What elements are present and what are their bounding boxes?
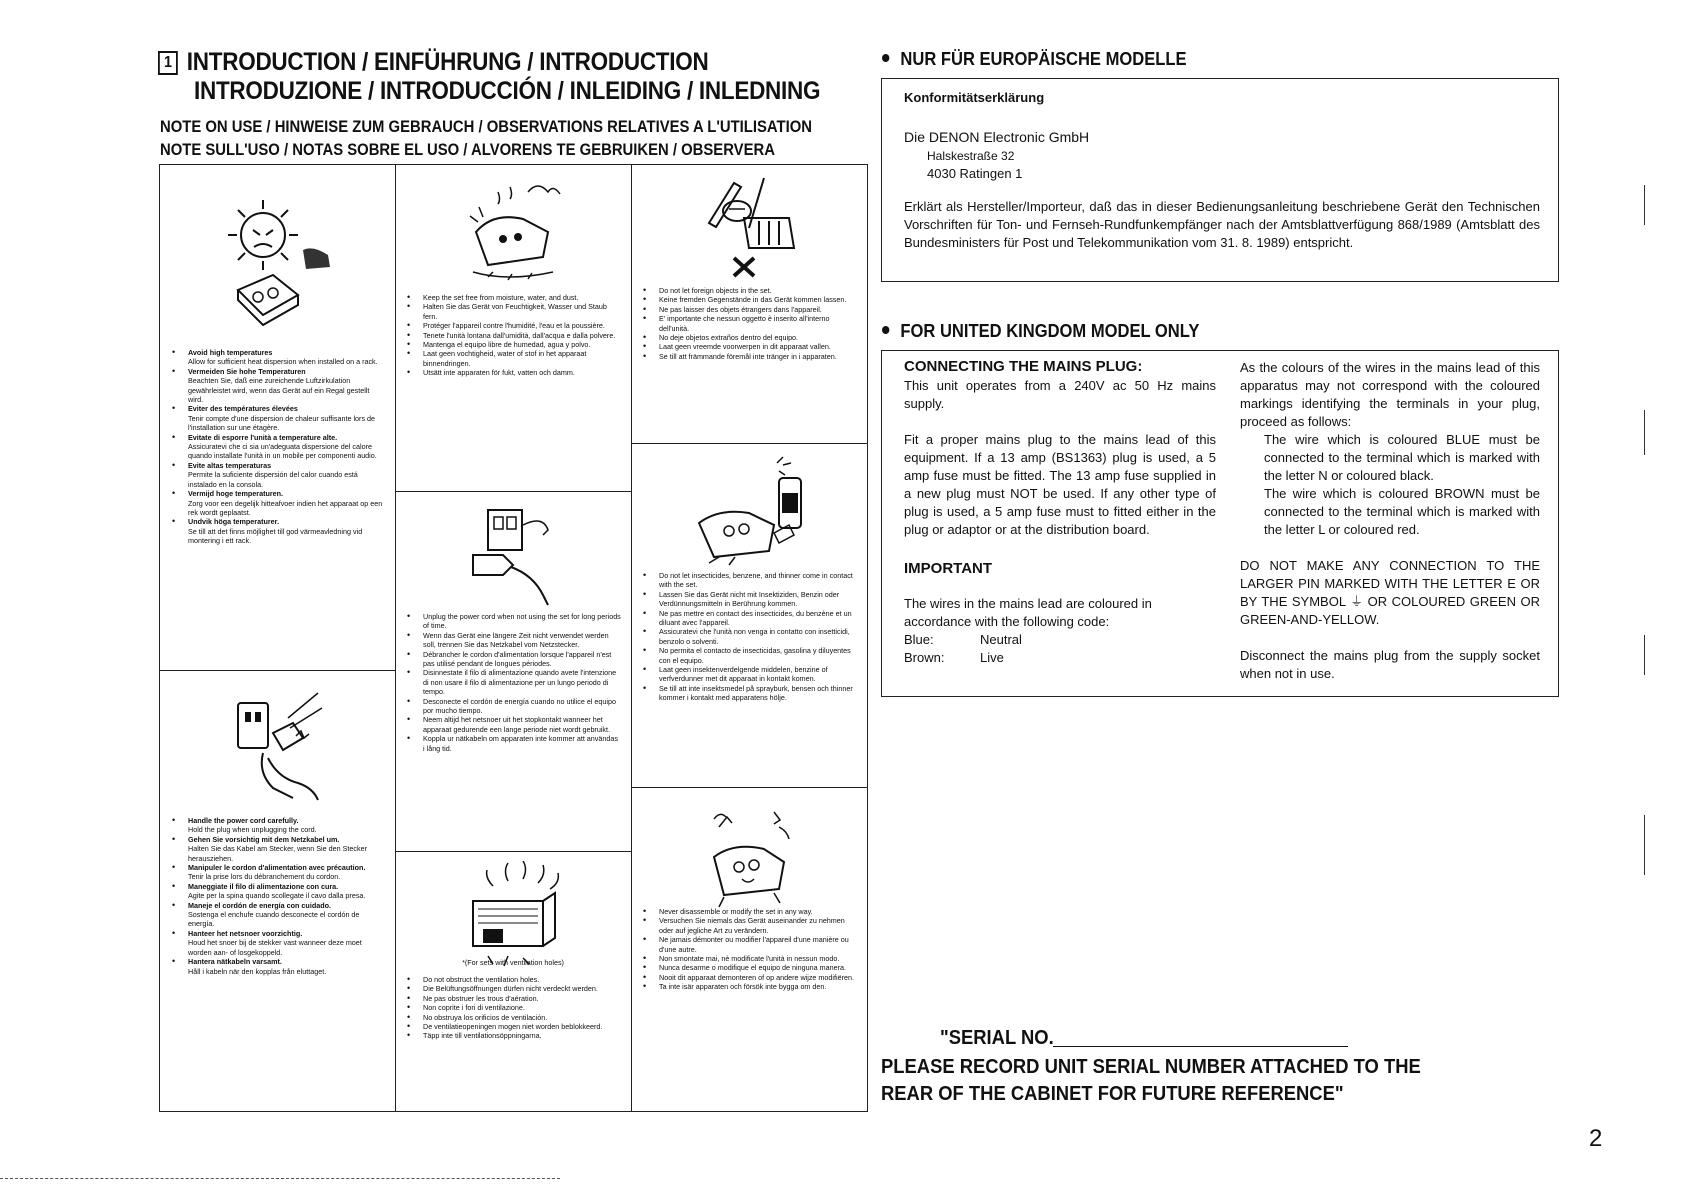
list-item: • Se till att inte insektsmedel på sprayburk, bensen och thinner kommer i kontakt med apparatens hölje. (641, 684, 857, 703)
fit-plug-text: Fit a proper mains plug to the mains lead of this equipment. If a 13 amp (BS1363) plug is used, a 5 amp fuse must be fitted. The 13 amp fuse supplied in a new plug must NOT be used. If any other type of plug is used, a 5 amp fuse must to fitted either in the plug or adaptor or at the distribution board. (904, 432, 1216, 537)
list-item: • Hantera nätkabeln varsamt. Håll i kabeln när den kopplas från eluttaget. (170, 957, 385, 976)
list-item: • No obstruya los orificios de ventilación. (405, 1013, 621, 1022)
list-item: • Débrancher le cordon d'alimentation lorsque l'appareil n'est pas utilisé pendant de longues périodes. (405, 650, 621, 669)
section-number: 1 (158, 51, 178, 75)
subheading-line2: NOTE SULL'USO / NOTAS SOBRE EL USO / ALVORENS TE GEBRUIKEN / OBSERVERA (160, 141, 775, 159)
cell-disassemble (631, 787, 867, 1111)
list-item: • Mantenga el equipo libre de humedad, agua y polvo. (405, 340, 621, 349)
list-item: • Die Belüftungsöffnungen dürfen nicht verdeckt werden. (405, 984, 621, 993)
cell-unplug (395, 491, 631, 852)
serial-label: "SERIAL NO. (940, 1027, 1054, 1049)
company-city: 4030 Ratingen 1 (927, 166, 1023, 181)
ventilation-note: *(For sets with ventilation holes) (462, 958, 564, 967)
moisture-caution-list (405, 293, 621, 378)
company-street: Halskestraße 32 (927, 149, 1015, 163)
list-item: • Evitate di esporre l'unità a temperature alte. Assicuratevi che ci sia un'adeguata dispersione del calore quando installate l'unità in un mobile per componenti audio. (170, 433, 385, 461)
foreign-objects-illustration (679, 173, 819, 283)
connecting-text: This unit operates from a 240V ac 50 Hz mains supply. (904, 378, 1216, 411)
wires-text: The wires in the mains lead are coloured in accordance with the following code: (904, 596, 1152, 629)
list-item: • Unplug the power cord when not using the set for long periods of time. (405, 612, 621, 631)
list-item: • Never disassemble or modify the set in any way. (641, 907, 857, 916)
cell-moisture (395, 165, 631, 492)
foreign-objects-caution-list (641, 286, 857, 361)
disconnect-text: Disconnect the mains plug from the supply socket when not in use. (1240, 648, 1540, 681)
scan-edge (0, 1178, 560, 1179)
list-item: • Utsätt inte apparaten för fukt, vatten och damm. (405, 368, 621, 377)
list-item: • Eviter des températures élevées Tenir compte d'une dispersion de chaleur suffisante lors de l'installation sur une étagère. (170, 404, 385, 432)
scan-mark (1644, 410, 1645, 455)
unplug-caution-list (405, 612, 621, 753)
brown-wire-row: Brown: Live (904, 650, 1004, 665)
list-item: • Ne pas laisser des objets étrangers dans l'appareil. (641, 305, 857, 314)
insecticides-caution-list (641, 571, 857, 703)
uk-left-column (904, 357, 1216, 667)
list-item: • Maneje el cordón de energía con cuidado. Sostenga el enchufe cuando desconecte el cordón de energía. (170, 901, 385, 929)
uk-right-column (1240, 359, 1540, 683)
spray-can-illustration (679, 453, 819, 578)
power-cord-caution-list (170, 816, 385, 976)
cell-heat (160, 165, 395, 671)
scan-mark (1644, 185, 1645, 225)
list-item: • Tenete l'unità lontana dall'umidità, dall'acqua e dalla polvere. (405, 331, 621, 340)
heading-line1: 1 INTRODUCTION / EINFÜHRUNG / INTRODUCTION (158, 47, 708, 77)
scan-mark (1644, 815, 1645, 875)
blue-wire-row: Blue: Neutral (904, 632, 1022, 647)
caution-column-2 (395, 165, 632, 1111)
caution-column-1 (160, 165, 396, 1111)
list-item: • Laat geen vreemde voorwerpen in dit apparaat vallen. (641, 342, 857, 351)
caution-grid (159, 164, 868, 1112)
subheading-line1: NOTE ON USE / HINWEISE ZUM GEBRAUCH / OBSERVATIONS RELATIVES A L'UTILISATION (160, 118, 813, 136)
list-item: • Ta inte isär apparaten och försök inte bygga om den. (641, 982, 857, 991)
list-item: • Vermeiden Sie hohe Temperaturen Beachten Sie, daß eine zureichende Luftzirkulation gewährleistet wird, wenn das Gerät auf ein Regal gestellt wird. (170, 367, 385, 405)
europe-declaration-box (881, 78, 1559, 282)
list-item: • Koppla ur nätkabeln om apparaten inte kommer att användas i lång tid. (405, 734, 621, 753)
earth-symbol-icon: ⏚ (1350, 594, 1364, 609)
moisture-illustration (448, 177, 578, 292)
disassemble-illustration (684, 797, 814, 912)
uk-section-title: FOR UNITED KINGDOM MODEL ONLY (882, 321, 1199, 342)
list-item: • No deje objetos extraños dentro del equipo. (641, 333, 857, 342)
sun-heat-illustration (218, 195, 338, 330)
list-item: • De ventilatieopeningen mogen niet worden beblokkeerd. (405, 1022, 621, 1031)
bullet-icon (882, 54, 889, 62)
list-item: • Do not let foreign objects in the set. (641, 286, 857, 295)
list-item: • Do not let insecticides, benzene, and thinner come in contact with the set. (641, 571, 857, 590)
list-item: • Keep the set free from moisture, water, and dust. (405, 293, 621, 302)
unplug-illustration (453, 505, 573, 610)
brown-rule-text: The wire which is coloured BROWN must be connected to the terminal which is marked with the letter L or coloured red. (1264, 486, 1540, 537)
list-item: • Protéger l'appareil contre l'humidité, l'eau et la poussière. (405, 321, 621, 330)
heat-caution-list (170, 348, 385, 546)
serial-record-line1: PLEASE RECORD UNIT SERIAL NUMBER ATTACHED TO THE (881, 1056, 1421, 1078)
serial-record-line2: REAR OF THE CABINET FOR FUTURE REFERENCE" (881, 1083, 1344, 1105)
list-item: • Undvik höga temperaturer. Se till att det finns möjlighet till god värmeavledning vid montering i ett rack. (170, 517, 385, 545)
list-item: • Disinnestate il filo di alimentazione quando avete l'intenzione di non usare il filo di alimentazione per un lungo periodo di tempo. (405, 668, 621, 696)
list-item: • Nunca desarme o modifique el equipo de ninguna manera. (641, 963, 857, 972)
uk-mains-box (881, 350, 1559, 697)
list-item: • Täpp inte till ventilationsöppningarna. (405, 1031, 621, 1040)
list-item: • Ne pas obstruer les trous d'aération. (405, 994, 621, 1003)
cell-ventilation (395, 851, 631, 1111)
earth-caution-text: DO NOT MAKE ANY CONNECTION TO THE LARGER PIN MARKED WITH THE LETTER E OR BY THE SYMBOL ⏚ OR COLOURED GREEN OR GREEN-AND-YELLOW. (1240, 558, 1540, 627)
caution-column-3 (631, 165, 867, 1111)
cell-foreign-objects (631, 165, 867, 444)
list-item: • Evite altas temperaturas Permite la suficiente dispersión del calor cuando está instalado en la consola. (170, 461, 385, 489)
list-item: • Assicuratevi che l'unità non venga in contatto con insetticidi, benzolo o solventi. (641, 627, 857, 646)
list-item: • Laat geen insektenverdelgende middelen, benzine of verfverdunner met dit apparaat in kontakt komen. (641, 665, 857, 684)
list-item: • Laat geen vochtigheid, water of stof in het apparaat binnendringen. (405, 349, 621, 368)
list-item: • Desconecte el cordón de energía cuando no utilice el equipo por mucho tiempo. (405, 697, 621, 716)
list-item: • Non coprite i fori di ventilazione. (405, 1003, 621, 1012)
ventilation-caution-list (405, 975, 621, 1041)
list-item: • Lassen Sie das Gerät nicht mit Insektiziden, Benzin oder Verdünnungsmitteln in Berührung kommen. (641, 590, 857, 609)
bullet-icon (882, 326, 889, 334)
serial-underline (1053, 1046, 1348, 1047)
list-item: • Keine fremden Gegenstände in das Gerät kommen lassen. (641, 295, 857, 304)
list-item: • Maneggiate il filo di alimentazione con cura. Agite per la spina quando scollegate il cavo dalla presa. (170, 882, 385, 901)
list-item: • Manipuler le cordon d'alimentation avec précaution. Tenir la prise lors du débranchement du cordon. (170, 863, 385, 882)
disassemble-caution-list (641, 907, 857, 992)
list-item: • Do not obstruct the ventilation holes. (405, 975, 621, 984)
heading-line2: INTRODUZIONE / INTRODUCCIÓN / INLEIDING / INLEDNING (194, 77, 821, 105)
list-item: • Avoid high temperatures Allow for sufficient heat dispersion when installed on a rack. (170, 348, 385, 367)
colours-text: As the colours of the wires in the mains lead of this apparatus may not correspond with the coloured markings identifying the terminals in your plug, proceed as follows: (1240, 360, 1540, 429)
list-item: • Neem altijd het netsnoer uit het stopkontakt wanneer het apparaat gedurende een lange periode niet wordt gebruikt. (405, 715, 621, 734)
plug-outlet-illustration (218, 688, 338, 803)
important-title: IMPORTANT (904, 560, 993, 577)
company-name: Die DENON Electronic GmbH (904, 129, 1090, 145)
list-item: • Gehen Sie vorsichtig mit dem Netzkabel um. Halten Sie das Kabel am Stecker, wenn Sie den Stecker herausziehen. (170, 835, 385, 863)
box-title: Konformitätserklärung (904, 90, 1045, 105)
list-item: • Non smontate mai, nè modificate l'unità in nessun modo. (641, 954, 857, 963)
list-item: • Nooit dit apparaat demonteren of op andere wijze modifiëren. (641, 973, 857, 982)
blue-rule-text: The wire which is coloured BLUE must be connected to the terminal which is marked with the letter N or coloured black. (1264, 432, 1540, 483)
list-item: • Vermijd hoge temperaturen. Zorg voor een degelijk hitteafvoer indien het apparaat op een rek wordt geplaatst. (170, 489, 385, 517)
list-item: • No permita el contacto de insecticidas, gasolina y diluyentes con el equipo. (641, 646, 857, 665)
list-item: • E' importante che nessun oggetto è inserito all'interno dell'unità. (641, 314, 857, 333)
scan-mark (1644, 635, 1645, 675)
list-item: • Versuchen Sie niemals das Gerät auseinander zu nehmen oder auf jegliche Art zu verändern. (641, 916, 857, 935)
list-item: • Ne pas mettre en contact des insecticides, du benzène et un diluant avec l'appareil. (641, 609, 857, 628)
declaration-text: Erklärt als Hersteller/Importeur, daß das in dieser Bedienungsanleitung beschriebene Gerät den Technischen Vorschriften für Ton- und Fernseh-Rundfunkempfänger nach der Amtsblattverfügung 868/1989 (Amtsblatt des Bundesministers für Post und Telekommunikation vom 31. 8. 1989) entspricht. (904, 199, 1540, 250)
list-item: • Handle the power cord carefully. Hold the plug when unplugging the cord. (170, 816, 385, 835)
cell-insecticides (631, 443, 867, 788)
connecting-title: CONNECTING THE MAINS PLUG: (904, 358, 1143, 375)
list-item: • Ne jamais démonter ou modifier l'appareil d'une manière ou d'une autre. (641, 935, 857, 954)
cell-power-cord (160, 670, 395, 1111)
list-item: • Se till att främmande föremål inte tränger in i apparaten. (641, 352, 857, 361)
list-item: • Wenn das Gerät eine längere Zeit nicht verwendet werden soll, trennen Sie das Netzkabel vom Netzstecker. (405, 631, 621, 650)
europe-section-title: NUR FÜR EUROPÄISCHE MODELLE (882, 49, 1187, 70)
page-number: 2 (1589, 1125, 1603, 1152)
list-item: • Halten Sie das Gerät von Feuchtigkeit, Wasser und Staub fern. (405, 302, 621, 321)
list-item: • Hanteer het netsnoer voorzichtig. Houd het snoer bij de stekker vast wanneer deze moet worden aan- of losgekoppeld. (170, 929, 385, 957)
